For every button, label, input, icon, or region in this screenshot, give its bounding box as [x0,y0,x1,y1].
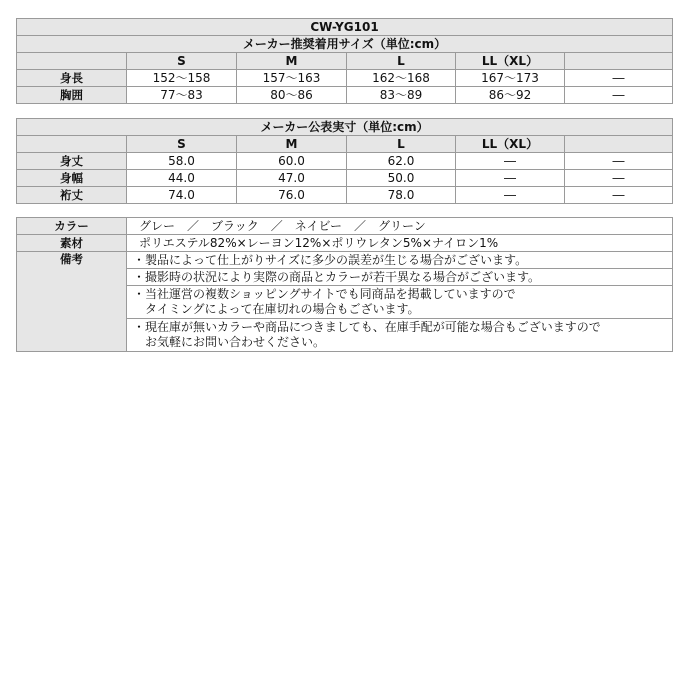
size-header-row [17,136,673,153]
note-line: ・現在庫が無いカラーや商品につきましても、在庫手配が可能な場合もございますので [133,320,601,334]
table-row [17,153,673,170]
table-cell: 77～83 [127,87,237,104]
product-info-table [16,217,673,352]
table-cell: 50.0 [347,170,456,187]
size-header: L [347,136,456,153]
actual-size-title: メーカー公表実寸（単位:cm） [17,119,673,136]
table-cell: 157～163 [237,70,347,87]
size-header: M [237,136,347,153]
size-header [565,136,673,153]
material-value: ポリエステル82%×レーヨン12%×ポリウレタン5%×ナイロン1% [127,235,673,252]
color-value: グレー ／ ブラック ／ ネイビー ／ グリーン [127,218,673,235]
table-cell: ― [565,170,673,187]
note-item [127,286,673,319]
table-cell: 86～92 [456,87,565,104]
table-cell: 58.0 [127,153,237,170]
actual-size-table [16,118,673,204]
table-cell: 76.0 [237,187,347,204]
size-header: LL（XL） [456,136,565,153]
note-item: ・製品によって仕上がりサイズに多少の誤差が生じる場合がございます。 [127,252,673,269]
table-cell: 162～168 [347,70,456,87]
size-header-row [17,53,673,70]
product-code: CW-YG101 [17,19,673,36]
table-cell: ― [456,187,565,204]
table-cell: 167～173 [456,70,565,87]
table-cell: 78.0 [347,187,456,204]
table-cell: 47.0 [237,170,347,187]
color-label: カラー [17,218,127,235]
table-row [17,70,673,87]
size-header-blank [17,53,127,70]
size-header [565,53,673,70]
table-cell: ― [565,153,673,170]
table-row [17,170,673,187]
table-cell: ― [565,87,673,104]
table-row [17,87,673,104]
recommended-size-table [16,18,673,104]
table-row [17,252,673,269]
size-header: S [127,136,237,153]
size-header: S [127,53,237,70]
size-header-blank [17,136,127,153]
recommended-size-title: メーカー推奨着用サイズ（単位:cm） [17,36,673,53]
table-cell: 44.0 [127,170,237,187]
material-label: 素材 [17,235,127,252]
table-cell: ― [565,70,673,87]
table-row [17,235,673,252]
table-cell: 74.0 [127,187,237,204]
notes-label: 備考 [17,252,127,352]
row-label: 胸囲 [17,87,127,104]
table-cell: ― [456,170,565,187]
table-cell: 62.0 [347,153,456,170]
note-item [127,319,673,352]
row-label: 身幅 [17,170,127,187]
size-header: L [347,53,456,70]
note-line: ・当社運営の複数ショッピングサイトでも同商品を掲載していますので [133,287,516,301]
table-cell: ― [456,153,565,170]
row-label: 裄丈 [17,187,127,204]
table-row [17,218,673,235]
row-label: 身丈 [17,153,127,170]
row-label: 身長 [17,70,127,87]
table-cell: 152～158 [127,70,237,87]
table-row [17,187,673,204]
note-item: ・撮影時の状況により実際の商品とカラーが若干異なる場合がございます。 [127,269,673,286]
size-header: LL（XL） [456,53,565,70]
table-cell: 83～89 [347,87,456,104]
note-line: タイミングによって在庫切れの場合もございます。 [133,302,420,316]
table-cell: 60.0 [237,153,347,170]
note-line: お気軽にお問い合わせください。 [133,335,326,349]
size-header: M [237,53,347,70]
table-cell: 80～86 [237,87,347,104]
table-cell: ― [565,187,673,204]
